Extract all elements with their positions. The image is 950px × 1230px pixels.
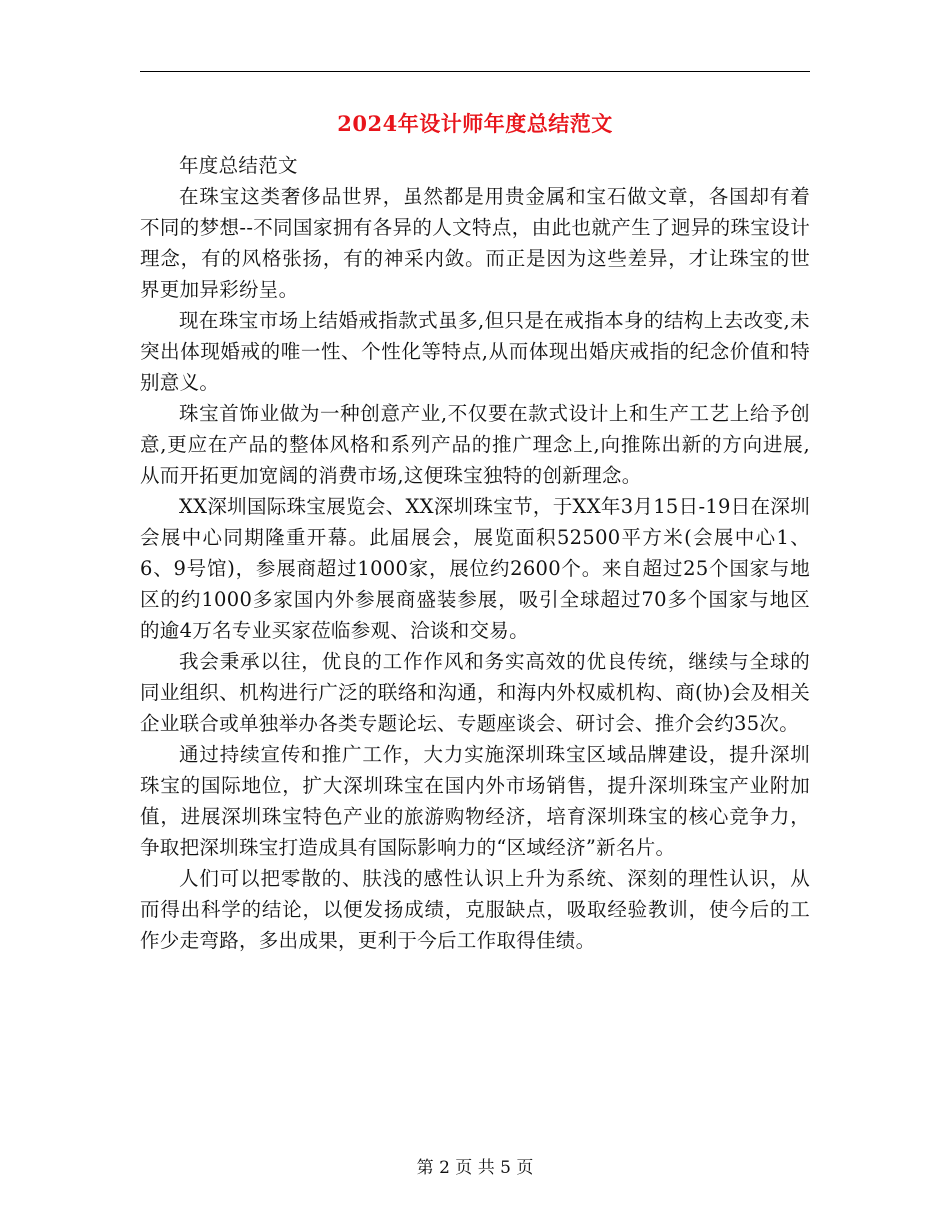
paragraph: 通过持续宣传和推广工作，大力实施深圳珠宝区域品牌建设，提升深圳珠宝的国际地位，扩大深圳珠宝在国内外市场销售，提升深圳珠宝产业附加值，进展深圳珠宝特色产业的旅游购物经济，培育深圳珠宝的核心竞争力，争取把深圳珠宝打造成具有国际影响力的“区域经济”新名片。 [140,743,810,859]
page-number-footer: 第 2 页 共 5 页 [416,1158,534,1178]
paragraph: 在珠宝这类奢侈品世界，虽然都是用贵金属和宝石做文章，各国却有着不同的梦想--不同国家拥有各异的人文特点，由此也就产生了迥异的珠宝设计理念，有的风格张扬，有的神采内敛。而正是因为这些差异，才让珠宝的世界更加异彩纷呈。 [140,185,810,301]
paragraph-subtitle: 年度总结范文 [179,154,298,177]
document-body [140,150,810,956]
paragraph: 珠宝首饰业做为一种创意产业,不仅要在款式设计上和生产工艺上给予创意,更应在产品的整体风格和系列产品的推广理念上,向推陈出新的方向进展,从而开拓更加宽阔的消费市场,这便珠宝独特的创新理念。 [140,402,810,487]
paragraph: XX深圳国际珠宝展览会、XX深圳珠宝节，于XX年3月15日-19日在深圳会展中心同期隆重开幕。此届展会，展览面积52500平方米(会展中心1、6、9号馆)，参展商超过1000家，展位约2600个。来自超过25个国家与地区的约1000多家国内外参展商盛装参展，吸引全球超过70多个国家与地区的逾4万名专业买家莅临参观、洽谈和交易。 [140,495,810,642]
paragraph: 现在珠宝市场上结婚戒指款式虽多,但只是在戒指本身的结构上去改变,未突出体现婚戒的唯一性、个性化等特点,从而体现出婚庆戒指的纪念价值和特别意义。 [140,309,810,394]
paragraph: 我会秉承以往，优良的工作作风和务实高效的优良传统，继续与全球的同业组织、机构进行广泛的联络和沟通，和海内外权威机构、商(协)会及相关企业联合或单独举办各类专题论坛、专题座谈会、研讨会、推介会约35次。 [140,650,810,735]
header-rule [140,71,810,72]
document-title: 2024年设计师年度总结范文 [337,111,613,136]
paragraph: 人们可以把零散的、肤浅的感性认识上升为系统、深刻的理性认识，从而得出科学的结论，以便发扬成绩，克服缺点，吸取经验教训，使今后的工作少走弯路，多出成果，更利于今后工作取得佳绩。 [140,867,810,952]
